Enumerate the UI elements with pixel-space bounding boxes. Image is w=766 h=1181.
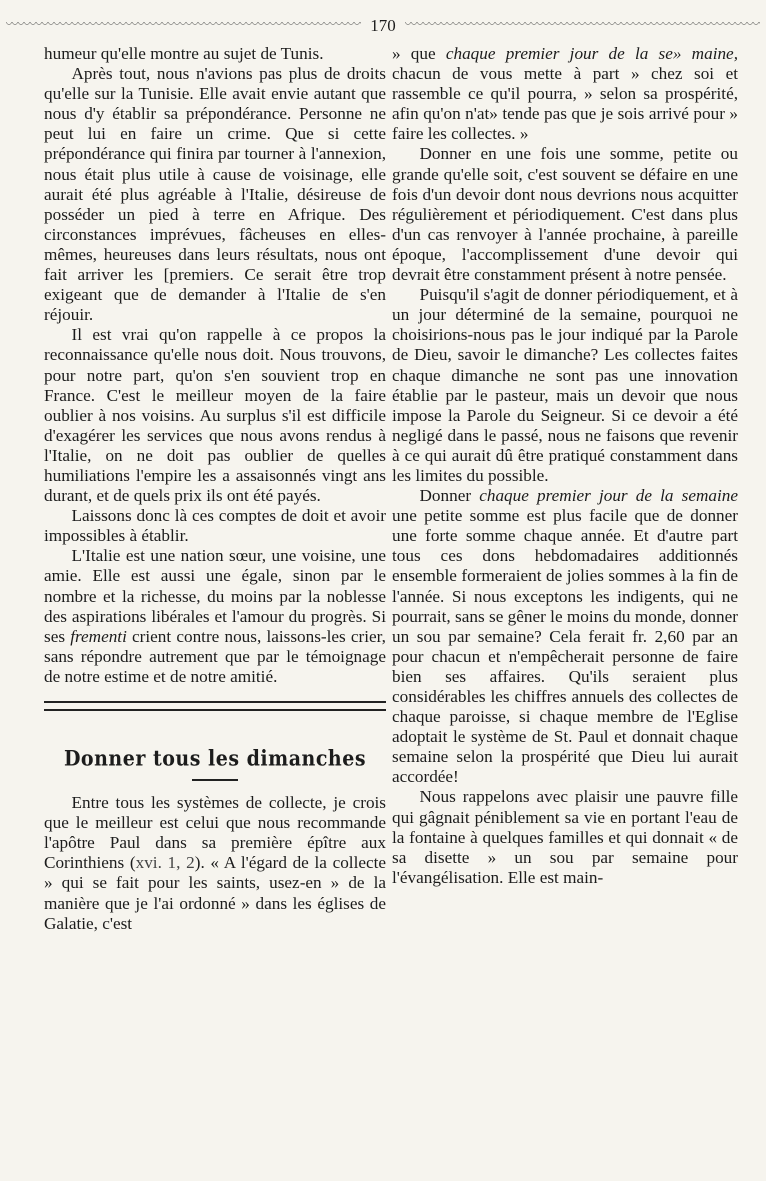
text-run: L'Italie est une nation sœur, une voisine, une amie. Elle est aussi une égale, sinon par le nombre et la richesse, du moins par la noblesse des aspirations libérales et l'amour du progrès. Si ses [44, 546, 386, 646]
text-run: ). « A l'égard de la collecte » qui se fait pour les saints, usez-en » de la manière que je l'ai ordonné » dans les églises de Galatie, c'est [44, 853, 386, 933]
paragraph: humeur qu'elle montre au sujet de Tunis. [44, 44, 324, 63]
italic-term: frementi [70, 626, 127, 646]
text-run: une petite somme est plus facile que de donner une forte somme chaque année. Et d'autre part tous ces dons hebdomadaires additionnés ensemble formeraient de jolies sommes à la fin de l'année. Si nous exceptons les indigents, qui ne pourrait, sans se gêner le moins du monde, donner un sou par semaine? Cela ferait fr. 2,60 par an pour chacun et n'empêcherait personne de faire bien ses affaires. Qu'ils seraient plus considérables les chiffres annuels des collectes de chaque paroisse, si chaque membre de l'Eglise adoptait le système de St. Paul et donnait chaque semaine selon la prospérité que Dieu lui aurait accordée! [392, 506, 738, 787]
text-run: » que [392, 44, 446, 63]
quote-continuation [392, 44, 738, 144]
paragraph [44, 546, 386, 687]
page-header [0, 14, 766, 38]
title-rule [192, 779, 238, 781]
paragraph: Nous rappelons avec plaisir une pauvre fille qui gâgnait péniblement sa vie en portant l'eau de la fontaine à quelques familles et qui donnait « de sa disette » un sou par semaine pour l'évangélisation. Elle est main- [392, 787, 738, 887]
paragraph: Puisqu'il s'agit de donner périodiquement, et à un jour déterminé de la semaine, pourquoi ne choisirions-nous pas le jour indiqué par la Parole de Dieu, savoir le dimanche? Les collectes faites chaque dimanche ne sont pas une innovation établie par le pasteur, mais un devoir que nous impose la Parole du Seigneur. Si ce devoir a été negligé dans le passé, nous ne faisons que revenir à ce qui aurait dû être pratiqué constamment dans les limites du possible. [392, 285, 738, 485]
header-ornament-left [6, 22, 361, 30]
paragraph [392, 486, 738, 787]
page-number: 170 [370, 16, 396, 35]
text-run: crient contre nous, laissons-les crier, sans répondre autrement que par le témoignage de notre estime et de notre amitié. [44, 626, 386, 686]
text-run: Donner [419, 486, 480, 506]
header-ornament-right [405, 22, 760, 30]
section-title: Donner tous les dimanches [63, 746, 367, 772]
bible-reference: xvi. 1, 2 [135, 853, 195, 873]
section-divider [44, 701, 386, 711]
right-column [392, 44, 738, 888]
left-column [44, 44, 386, 934]
text-run: Entre tous les systèmes de collecte, je crois que le meilleur est celui que nous recommande l'apôtre Paul dans sa première épître aux Corinthiens ( [44, 793, 386, 873]
paragraph [44, 793, 386, 934]
italic-term: chaque premier jour de la semaine [479, 486, 739, 506]
paragraph: Après tout, nous n'avions pas plus de droits qu'elle sur la Tunisie. Elle avait envie autant que nous d'y établir sa prépondérance. Personne ne peut lui en faire un crime. Que si cette prépondérance qui finira par tourner à l'annexion, nous était plus utile à cause de voisinage, elle aurait été plus agréable à l'Italie, désireuse de posséder un pied à terre en Afrique. Des circonstances imprévues, fâcheuses en elles-mêmes, heureuses dans leurs résultats, nous ont fait arriver les [premiers. Ce serait être trop exigeant que de demander à l'Italie de s'en réjouir. [44, 64, 386, 325]
text-run: chacun de vous mette à part » chez soi et rassemble ce qu'il pourra, » selon sa prospérité, afin qu'on n'at» tende pas que je sois arrivé pour » faire les collectes. » [392, 64, 738, 144]
italic-term: chaque premier jour de la se» maine, [445, 44, 738, 63]
paragraph: Il est vrai qu'on rappelle à ce propos la reconnaissance qu'elle nous doit. Nous trouvons, pour notre part, qu'on s'en souvient trop en France. C'est le meilleur moyen de la faire oublier à nos voisins. Au surplus s'il est difficile d'exagérer les services que nous avons rendus à l'Italie, on ne doit pas oublier de quelles humiliations l'empire les a assaisonnés vingt ans durant, et de quels prix ils ont été payés. [44, 325, 386, 506]
paragraph: Donner en une fois une somme, petite ou grande qu'elle soit, c'est souvent se défaire en une fois d'un devoir dont nous devrions nous acquitter régulièrement et périodiquement. C'est dans plus d'un cas renvoyer à l'année prochaine, à pareille époque, l'accomplissement d'une devoir qui devrait être constamment présent à notre pensée. [392, 144, 738, 285]
paragraph: Laissons donc là ces comptes de doit et avoir impossibles à établir. [44, 506, 386, 546]
